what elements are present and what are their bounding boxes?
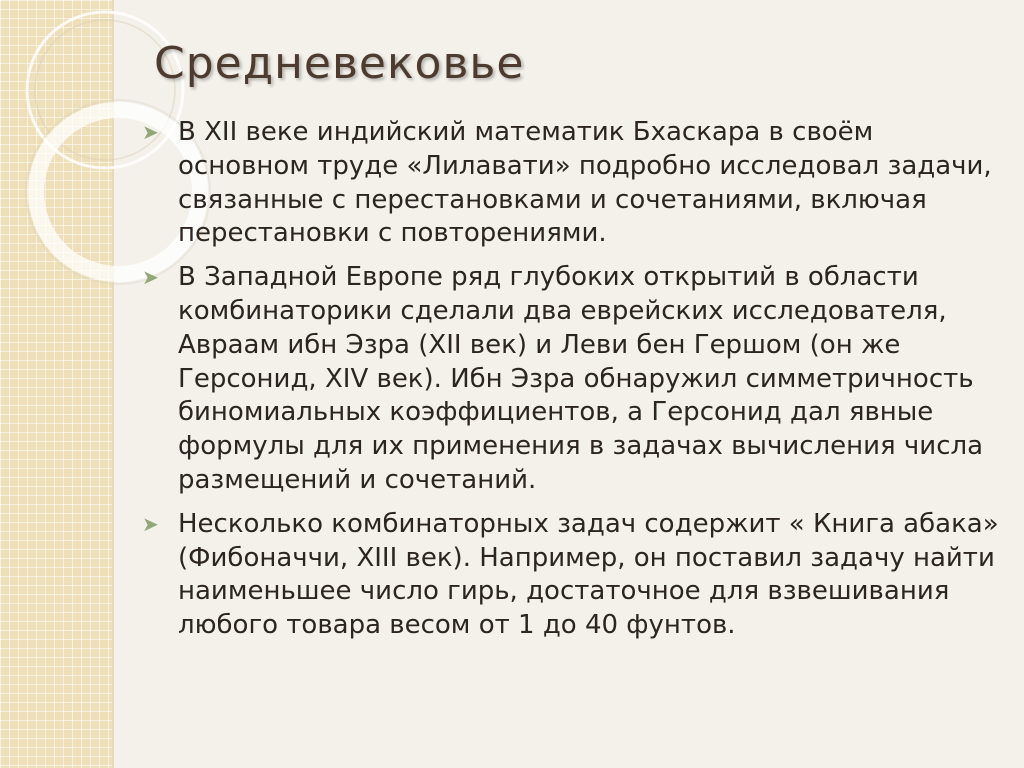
arrowhead-bullet-icon: ➤ <box>142 511 159 536</box>
bullet-item <box>142 261 1002 498</box>
arrowhead-bullet-icon: ➤ <box>142 265 159 290</box>
bullet-item <box>142 116 1002 251</box>
arrowhead-bullet-icon: ➤ <box>142 120 159 144</box>
bullet-text: Несколько комбинаторных задач содержит « Книга абака» (Фибоначчи, XIII век). Например, он поставил задачу найти наименьшее число гирь, достаточное для взвешивания любого товара весом от 1 до 40 фунтов. <box>178 508 999 641</box>
bullet-item <box>142 508 1002 643</box>
bullet-text: В XII веке индийский математик Бхаскара в своём основном труде «Лилавати» подробно исследовал задачи, связанные с перестановками и сочетаниями, включая перестановки с повторениями. <box>178 117 992 249</box>
bullet-text: В Западной Европе ряд глубоких открытий в области комбинаторики сделали два еврейских исследователя, Авраам ибн Эзра (XII век) и Леви бен Гершом (он же Герсонид, XIV век). Ибн Эзра обнаружил симметричность биномиальных коэффициентов, а Герсонид дал явные формулы для их применения в задачах вычисления числа размещений и сочетаний. <box>178 262 984 495</box>
slide-title: Средневековье <box>154 38 525 89</box>
bullet-list <box>142 116 1002 653</box>
